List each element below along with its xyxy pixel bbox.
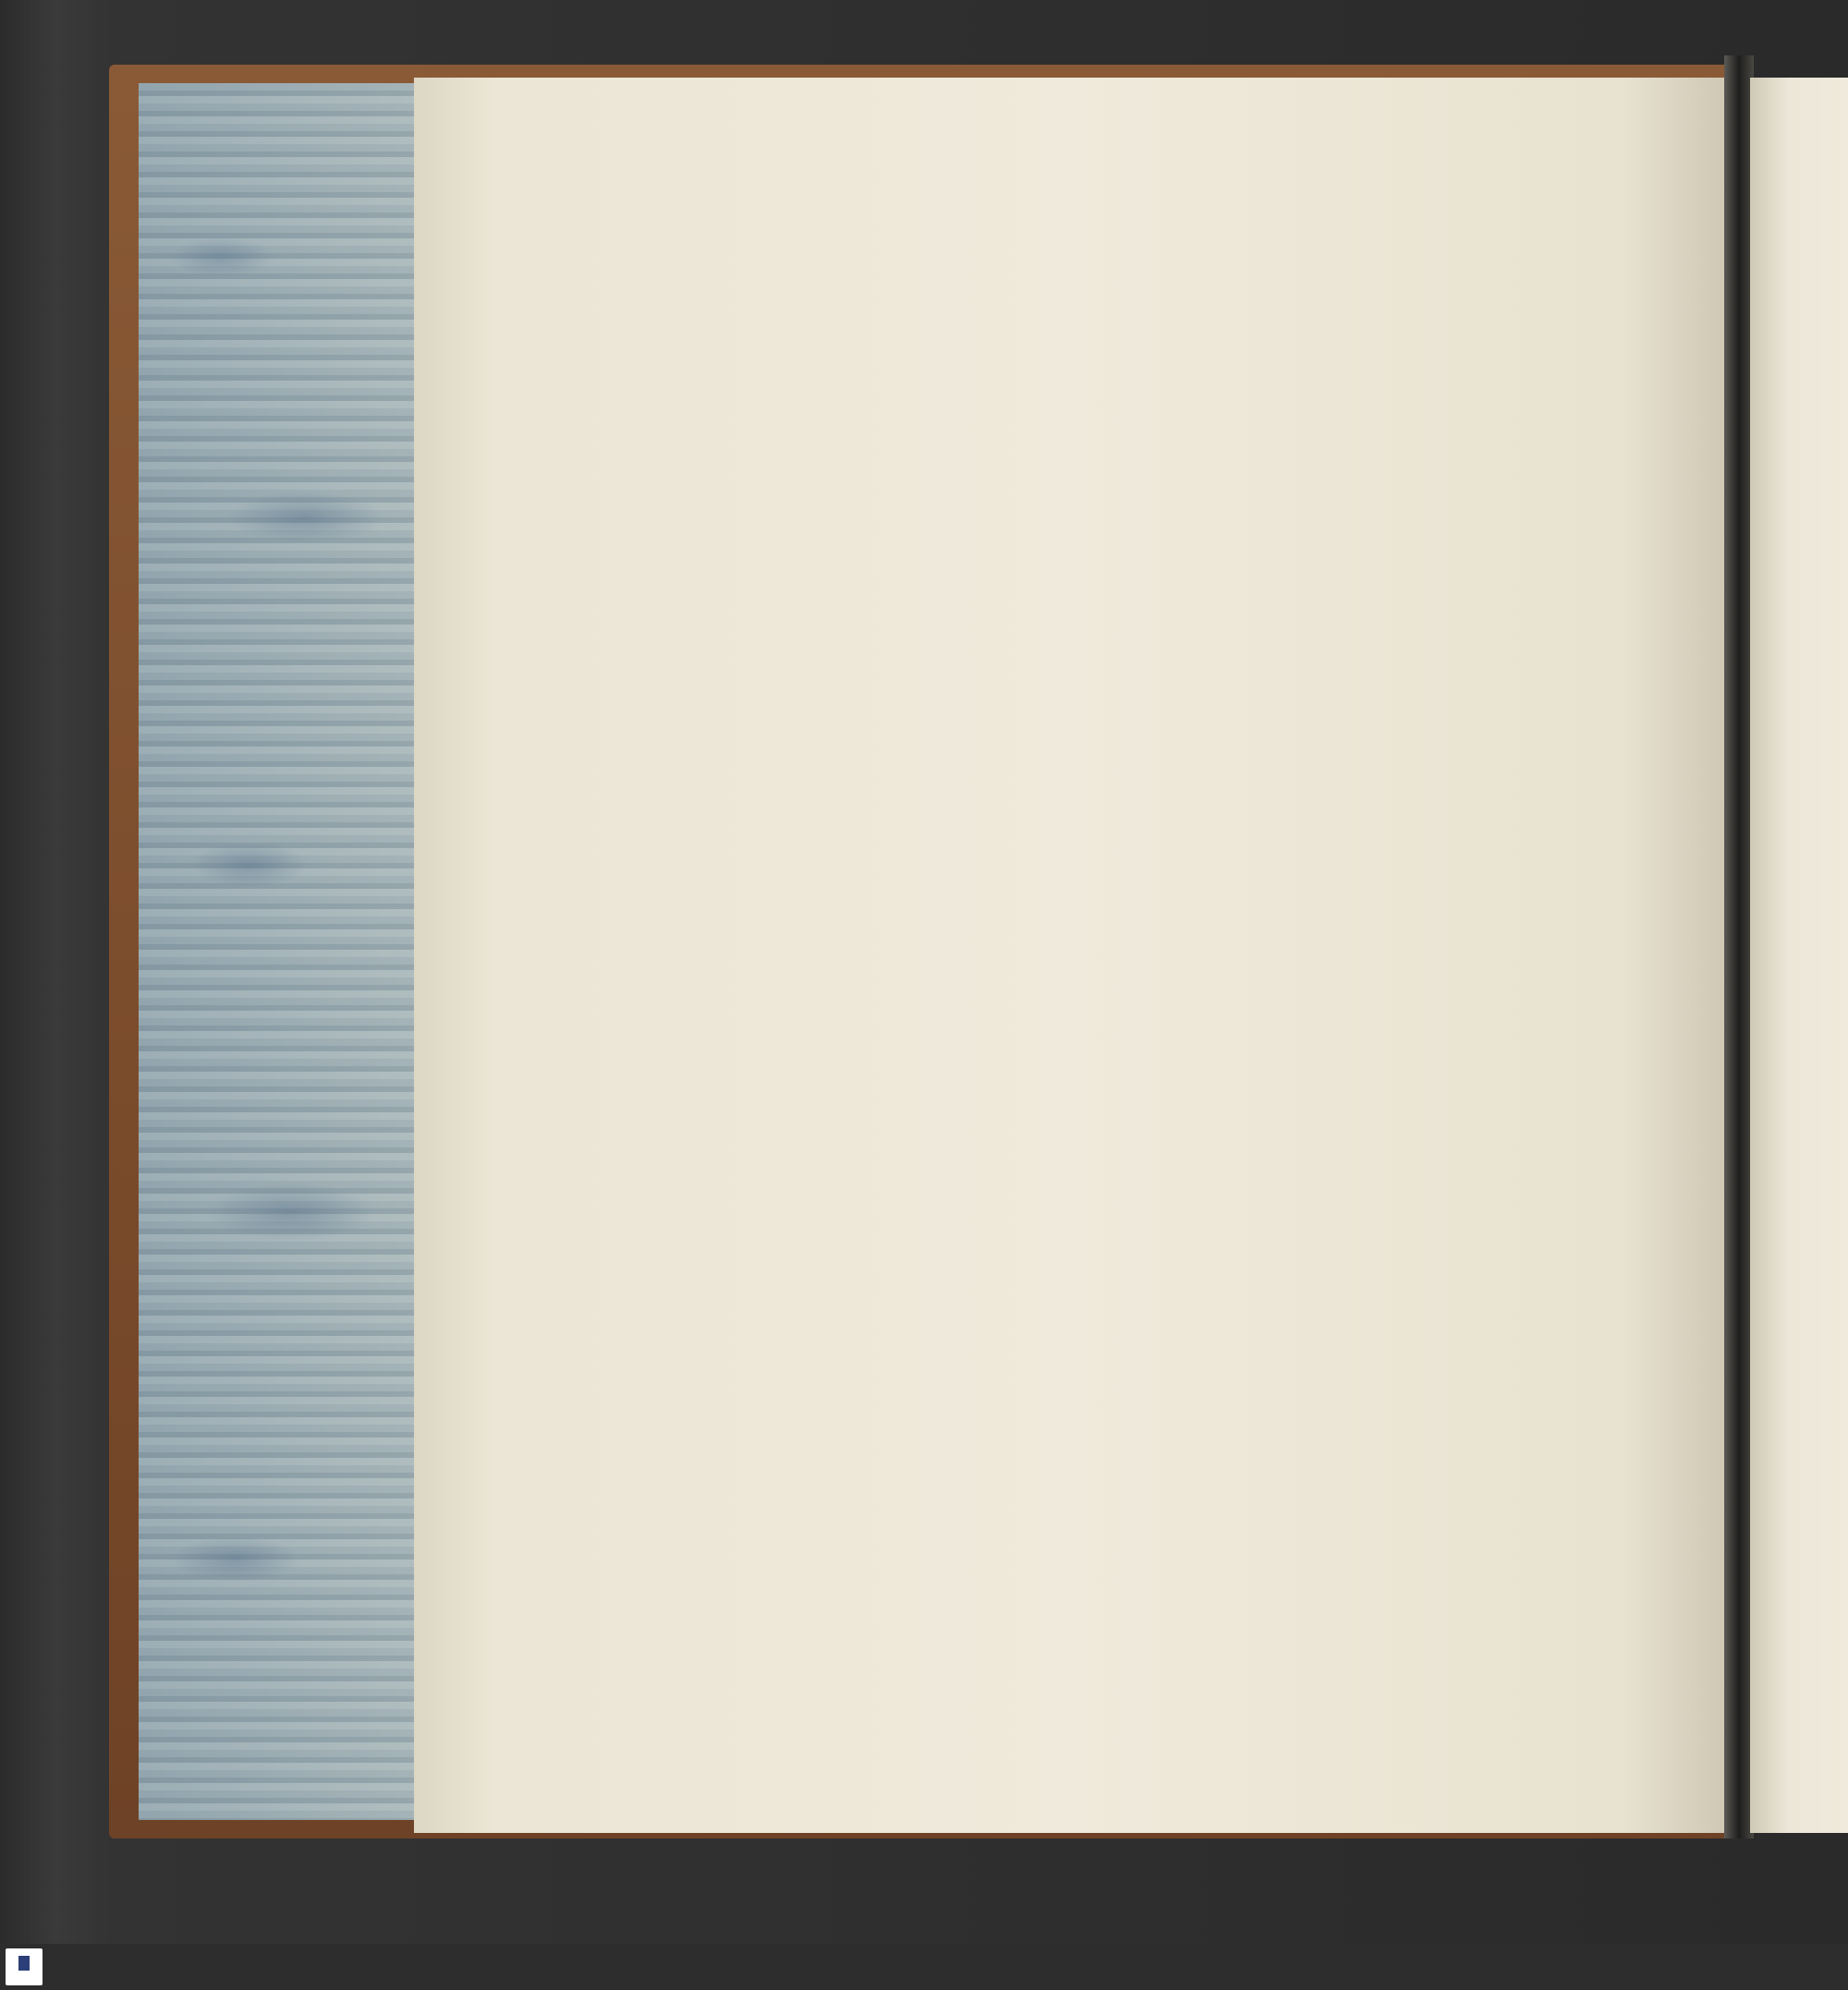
marbled-edge	[139, 83, 416, 1820]
francke-foundation-logo-icon	[6, 1948, 43, 1985]
right-page	[1750, 78, 1848, 1833]
viewer-footer	[0, 1944, 1848, 1990]
left-page	[414, 78, 1726, 1833]
page-text	[628, 282, 1682, 293]
